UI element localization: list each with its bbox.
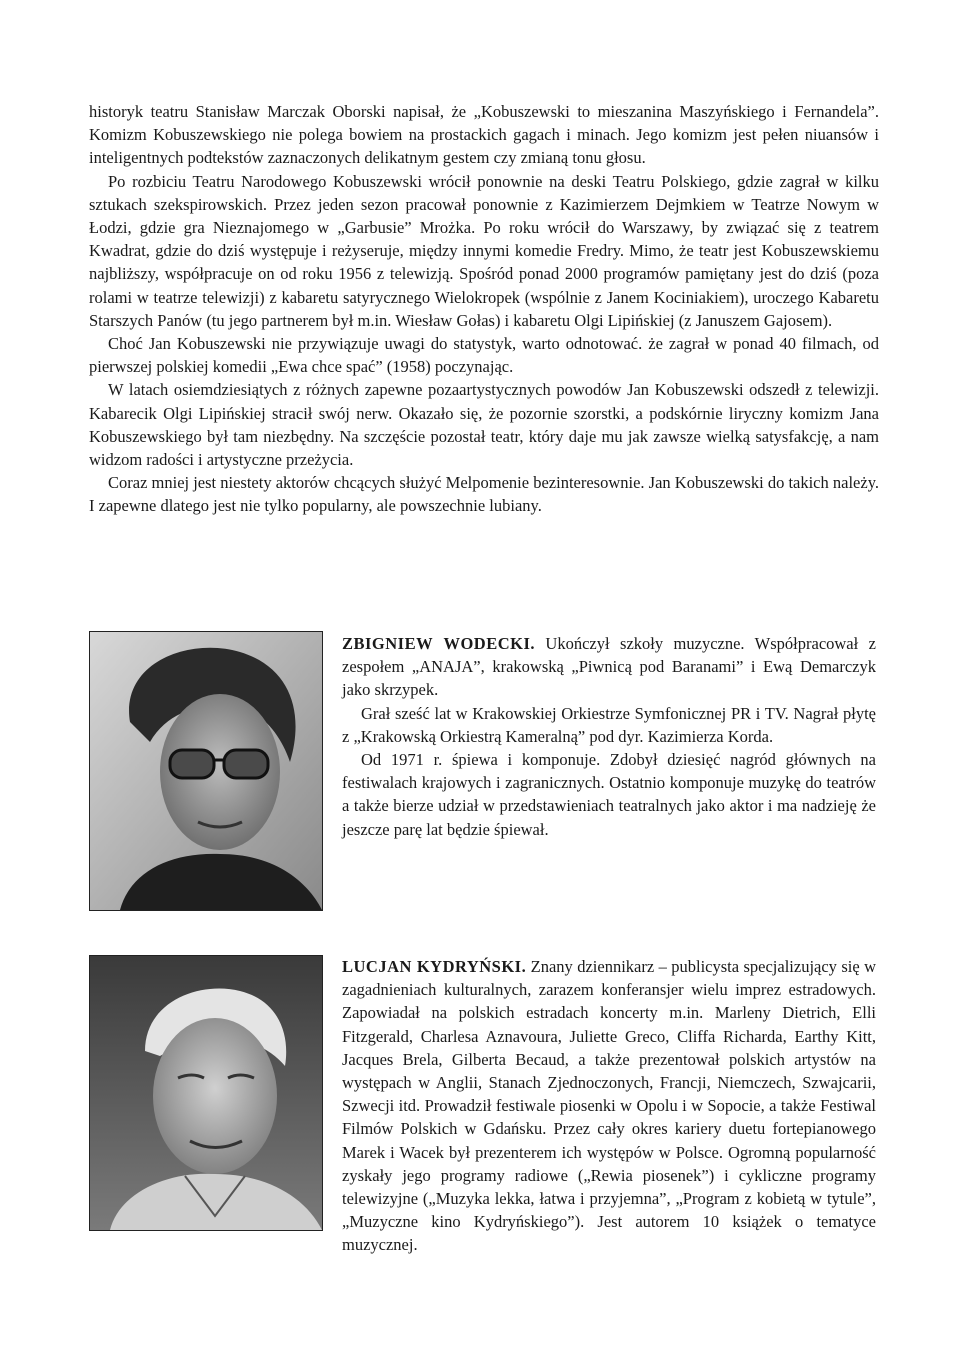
bio-kydrynski-paragraph xyxy=(342,955,876,1257)
intro-paragraph: historyk teatru Stanisław Marczak Oborski napisał, że „Kobuszewski to mieszanina Maszyńskiego i Fernandela”. Komizm Kobuszewskiego nie polega bowiem na prostackich gagach i minach. Jego komizm jest pełen niuansów i inteligentnych podtekstów zaznaczonych delikatnym gestem czy zmianą tonu głosu. xyxy=(89,102,879,168)
bio-wodecki-lead-paragraph xyxy=(342,632,876,702)
bio-lead-text: Znany dziennikarz – publicysta specjalizujący się w zagadnieniach kulturalnych, zarazem konferansjer wielu imprez estradowych. Zapowiadał na polskich estradach koncerty m.in. Marleny Dietrich, Elli Fitzgerald, Charlesa Aznavoura, Juliette Greco, Cliffa Richarda, Earthy Kitt, Jacques Brela, Gilberta Becaud, a także prezentował polskich artystów na występach w Anglii, Stanach Zjednoczonych, Francji, Niemczech, Szwajcarii, Szwecji itd. Prowadził festiwale piosenki w Opolu i w Sopocie, a także Festiwal Filmów Polskich w Gdańsku. Przez cały okres kariery duetu fortepianowego Marek i Wacek był prezenterem ich występów w Polsce. Ogromną popularność zyskały jego programy radiowe („Rewia piosenek”) i cykliczne programy telewizyjne („Muzyka lekka, łatwa i przyjemna”, „Program z kobietą w tytule”, „Muzyczne kino Kydryńskiego”). Jest autorem 10 książek o tematyce muzycznej. xyxy=(342,957,877,1255)
intro-paragraph: W latach osiemdziesiątych z różnych zapewne pozaartystycznych powodów Jan Kobuszewski odszedł z telewizji. Kabarecik Olgi Lipińskiej stracił swój nerw. Okazało się, że pozornie szorstki, a podskórnie liryczny komizm Jana Kobuszewskiego był tam niezbędny. Na szczęście pozostał teatr, który daje mu jak zawsze wielką satysfakcję, a nam widzom radości i artystyczne przeżycia. xyxy=(89,380,879,470)
intro-paragraph: Po rozbiciu Teatru Narodowego Kobuszewski wrócił ponownie na deski Teatru Polskiego, gdzie zagrał w kilku sztukach szekspirowskich. Przez jeden sezon pracował ponownie z Kazimierzem Dejmkiem w Teatrze Nowym w Łodzi, gdzie gra Nieznajomego w „Garbusie” Mrożka. Po roku wrócił do Warszawy, by związać się z teatrem Kwadrat, gdzie do dziś występuje i reżyseruje, między innymi komedie Fredry. Mimo, że teatr jest Kobuszewskiemu najbliższy, współpracuje on od roku 1956 z telewizją. Spośród ponad 2000 programów pamiętany jest do dziś (poza rolami w teatrze telewizji) z kabaretu satyrycznego Wielokropek (wspólnie z Janem Kociniakiem), uroczego Kabaretu Starszych Panów (tu jego partnerem był m.in. Wiesław Gołas) i kabaretu Olgi Lipińskiej (z Januszem Gajosem). xyxy=(89,171,879,330)
bio-paragraph: Grał sześć lat w Krakowskiej Orkiestrze Symfonicznej PR i TV. Nagrał płytę z „Krakowską Orkiestrą Kameralną” pod dyr. Kazimierza Korda. xyxy=(342,703,876,746)
bio-lead-text: Ukończył szkoły muzyczne. Współpracował z zespołem „ANAJA”, krakowską „Piwnicą pod Baranami” i Ewą Demarczyk jako skrzypek. xyxy=(342,634,876,700)
intro-paragraph: Coraz mniej jest niestety aktorów chcących służyć Melpomenie bezinteresownie. Jan Kobuszewski do takich należy. I zapewne dlatego jest nie tylko popularny, ale powszechnie lubiany. xyxy=(89,473,879,516)
bio-wodecki xyxy=(342,632,876,841)
intro-text xyxy=(89,100,879,518)
intro-paragraph: Choć Jan Kobuszewski nie przywiązuje uwagi do statystyk, warto odnotować. że zagrał w ponad 40 filmach, od pierwszej polskiej komedii „Ewa chce spać” (1958) poczynając. xyxy=(89,334,879,377)
photo-kydrynski xyxy=(89,955,323,1231)
photo-wodecki xyxy=(89,631,323,911)
bio-paragraph: Od 1971 r. śpiewa i komponuje. Zdobył dziesięć nagród głównych na festiwalach krajowych i zagranicznych. Ostatnio komponuje muzykę do teatrów a także bierze udział w przedstawieniach teatralnych jako aktor i ma nadzieję że jeszcze parę lat będzie śpiewał. xyxy=(342,750,876,839)
bio-name: ZBIGNIEW WODECKI. xyxy=(342,634,535,653)
bio-kydrynski xyxy=(342,955,876,1257)
bio-name: LUCJAN KYDRYŃSKI. xyxy=(342,957,527,976)
